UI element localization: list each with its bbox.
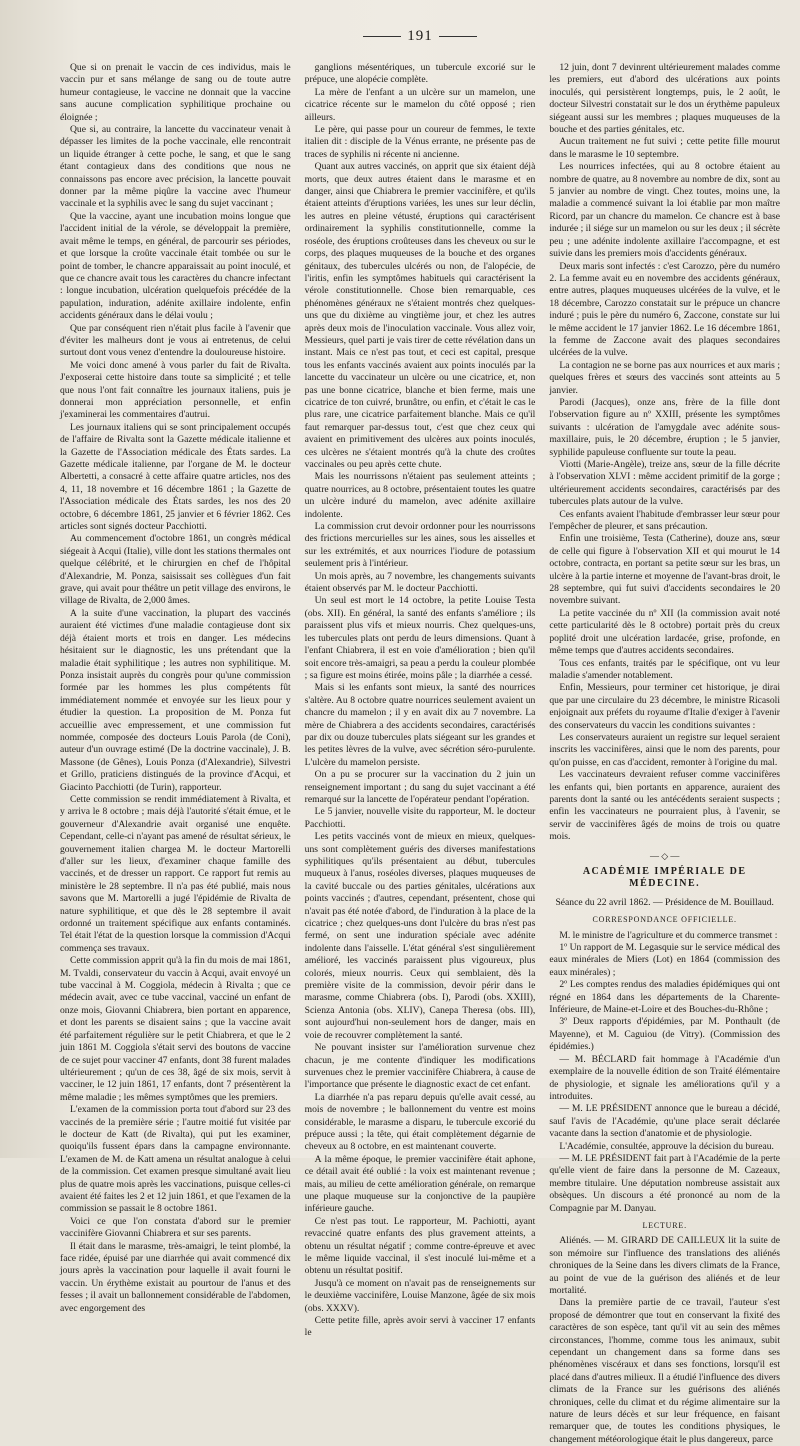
paragraph: Au commencement d'octobre 1861, un congrès médical siégeait à Acqui (Italie), ville dont les stations thermales ont quelque célébrité, et le chirurgien en chef de l'hôpital d'Alexandrie, M. Ponza, saisissait ses collègues d'un fait grave, qui avait pour théâtre un petit village des environs, le village de Rivalta, de 2,000 âmes.	[60, 533, 291, 607]
paragraph: Quant aux autres vaccinés, on apprit que six étaient déjà morts, que deux autres étaient dans le marasme et en danger, ainsi que Chiabrera le premier vaccinifère, et qu'ils étaient atteints d'éruptions variées, les unes sur leur déclin, les autres en pleine vétusté, éruptions qui caractérisent ordinairement la syphilis constitutionnelle, comme la roséole, des éruptions croûteuses dans les cheveux ou sur le corps, des plaques muqueuses de la bouche et des organes génitaux, des tubercules ulcérés ou non, de l'alopécie, de l'iritis, enfin les symptômes habituels qui caractérisent la vérole constitutionnelle. Chose bien remarquable, ces phénomènes généraux ne s'étaient montrés chez quelques-uns que du dixième au vingtième jour, et chez les autres après deux mois de l'inoculation vaccinale. Vous allez voir, Messieurs, quel parti je vais tirer de cette révélation dans un instant. Mais ce n'est pas tout, et ceci est capital, presque tous les enfants vaccinés avaient aux points inoculés par la lancette du vaccinateur un ulcère ou une cicatrice, et, non pas une bonne cicatrice, blanche et bien ferme, mais une cicatrice de ton cuivré, brunâtre, ou enfin, et c'était le cas le plus rare, une cicatrice parfaitement blanche. Mais ce qu'il faut remarquer par-dessus tout, c'est que chez ceux qui avaient en primitivement des ulcères aux points inoculés, ces ulcères ne s'étaient montrés qu'à la chute des croûtes vaccinales ou peu après cette chute.	[304, 161, 536, 470]
paragraph: La petite vaccinée du nº XII (la commission avait noté cette particularité dès le 8 octobre) portait près du creux poplité droit une ulcération lardacée, grise, profonde, en même temps que d'autres accidents secondaires.	[549, 607, 781, 657]
paragraph: M. le ministre de l'agriculture et du commerce transmet :	[559, 929, 778, 941]
session-line: Séance du 22 avril 1862. — Présidence de M. Bouillaud.	[555, 896, 774, 908]
paragraph: A la suite d'une vaccination, la plupart des vaccinés auraient été victimes d'une maladie contagieuse dont six déjà étaient morts et trois en danger. Les médecins hésitaient sur le diagnostic, les uns prétendant que la maladie était syphilitique ; les autres non syphilitique. M. Ponza insistait auprès du congrès pour qu'une commission formée par les hommes les plus compétents fût immédiatement nommée et envoyée sur les lieux pour y étudier la question. La proposition de M. Ponza fut accueillie avec empressement, et une commission fut nommée, composée des docteurs Louis Parola (de Coni), auteur d'un ouvrage estimé (De la doctrine vaccinale), J. B. Massone (de Gênes), Louis Ponza (d'Alexandrie), Silvestri et Grillo, praticiens distingués de la province d'Acqui, et Giacinto Pacchiotti (de Turin), rapporteur.	[60, 607, 291, 793]
paragraph: Mais si les enfants sont mieux, la santé des nourrices s'altère. Au 8 octobre quatre nourrices seulement avaient un chancre du mamelon ; il y en avait dix au 7 novembre. La mère de Chiabrera a des accidents secondaires, caractérisés par dix ou douze tubercules plats siégeant sur les grandes et les petites lèvres de la vulve, avec sécrétion séro-purulente. L'ulcère du mamelon persiste.	[304, 682, 536, 768]
paragraph: La diarrhée n'a pas reparu depuis qu'elle avait cessé, au mois de novembre ; le ballonnement du ventre est moins considérable, le marasme a disparu, le tubercule excorié du prépuce aussi ; la tête, qui était complètement dégarnie de cheveux au 8 octobre, en est maintenant couverte.	[304, 1091, 536, 1153]
lecture-body	[549, 1235, 780, 1446]
column-3-body	[549, 62, 780, 844]
paragraph: 3º Deux rapports d'épidémies, par M. Ponthault (de Mayenne), et M. Caguiou (de Vitry). (Commission des épidémies.)	[549, 1016, 781, 1053]
paragraph: Les petits vaccinés vont de mieux en mieux, quelques-uns sont complètement guéris des diverses manifestations syphilitiques qu'ils présentaient au début, tubercules muqueux à l'anus, roséoles diverses, plaques muqueuses de la cavité buccale ou des parties génitales, ulcérations aux points vaccinés ; d'autres, cependant, présentent, chose qui n'avait pas été notée d'abord, de l'induration à la place de la cicatrice ; chez quelques-uns dont l'ulcère du bras n'est pas fermé, on sent une induration spéciale avec adénite indolente dans l'aisselle. L'état général s'est singulièrement amélioré, les vaccinés paraissent plus vigoureux, plus colorés, mieux nourris. Ceux qui semblaient, dès la première visite de la commission, devoir périr dans le marasme, comme Chiabrera (obs. I), Parodi (obs. XXIII), Scienza Antonia (obs. XLIV), Canepa Theresa (obs. III), sont aujourd'hui non-seulement hors de danger, mais en voie de recouvrer complètement la santé.	[304, 831, 536, 1041]
paragraph: Jusqu'à ce moment on n'avait pas de renseignements sur le deuxième vaccinifère, Louise Manzone, âgée de six mois (obs. XXXV).	[304, 1277, 536, 1314]
paragraph: L'Académie, consultée, approuve la décision du bureau.	[559, 1140, 774, 1152]
paragraph: Les nourrices infectées, qui au 8 octobre étaient au nombre de quatre, au 8 novembre au nombre de dix, sont au 5 janvier au nombre de vingt. Chez toutes, moins une, la maladie a commencé suivant la loi établie par mon maître Ricord, par un chancre du mamelon. Ce chancre est à base indurée ; il siége sur un mamelon ou sur les deux ; il sécrète peu ; une adénite indolente axillaire l'accompagne, et est suivie dans les premiers mois d'accidents généraux.	[549, 161, 781, 260]
paragraph: La mère de l'enfant a un ulcère sur un mamelon, une cicatrice récente sur le mamelon du côté opposé ; rien ailleurs.	[304, 86, 536, 123]
column-1	[60, 62, 291, 1314]
paragraph: Cette commission apprit qu'à la fin du mois de mai 1861, M. Tvaldi, conservateur du vaccin à Acqui, avait envoyé un tube vaccinal à M. Coggiola, médecin à Rivalta ; que ce médecin avait, avec ce tube vaccinal, vacciné un enfant de onze mois, Giovanni Chiabrera, bien portant en apparence, et dont les parents se disaient sains ; que la vaccine avait été parfaitement régulière sur le petit Chiabrera, et que le 2 juin 1861 M. Coggiola s'était servi des boutons de vaccine de ce sujet pour vacciner 47 enfants, dont 38 furent malades ultérieurement ; qu'un de ces 38, âgé de six mois, servit à vacciner, le 12 juin 1861, 17 enfants, dont 7 présentèrent la même maladie ; les mêmes symptômes que les premiers.	[60, 955, 291, 1103]
page-number: 191	[407, 28, 433, 44]
paragraph: Le 5 janvier, nouvelle visite du rapporteur, M. le docteur Pacchiotti.	[304, 806, 536, 830]
lecture-title: LECTURE.	[642, 1220, 687, 1230]
paragraph: La commission crut devoir ordonner pour les nourrissons des frictions mercurielles sur les aines, sous les aisselles et sur les extrémités, et aux nourrices l'iodure de potassium seulement pris à l'intérieur.	[304, 521, 536, 570]
paragraph: Ces enfants avaient l'habitude d'embrasser leur sœur pour l'empêcher de pleurer, et sans précaution.	[549, 508, 781, 533]
paragraph: Il était dans le marasme, très-amaigri, le teint plombé, la face ridée, épuisé par une diarrhée qui avait commencé dix jours après la vaccination pour laquelle il avait fourni le vaccin. Un érythème existait au pourtour de l'anus et des fesses ; il avait un ballonnement considérable de l'abdomen, avec engorgement des	[60, 1240, 291, 1314]
text-columns	[60, 62, 781, 1445]
paragraph: Voici ce que l'on constata d'abord sur le premier vaccinifère Giovanni Chiabrera et sur ses parents.	[60, 1215, 291, 1240]
paragraph: L'examen de la commission porta tout d'abord sur 23 des vaccinés de la première série ; l'autre moitié fut visitée par le docteur de Katt (de Rivalta), qui put les examiner, quoiqu'ils fussent épars dans la campagne environnante. L'examen de M. de Katt amena un résultat analogue à celui de la commission. Cet examen presque simultané avait lieu plus de quatre mois après les vaccinations, puisque celles-ci avaient été faites les 2 et 12 juin 1861, et que l'examen de la commission se passait le 8 octobre 1861.	[60, 1104, 291, 1215]
paragraph: La contagion ne se borne pas aux nourrices et aux maris ; quelques frères et sœurs des vaccinés sont atteints au 5 janvier.	[549, 359, 781, 396]
academy-body	[549, 930, 780, 1215]
paragraph: Viotti (Marie-Angèle), treize ans, sœur de la fille décrite à l'observation XLVI : même accident primitif de la gorge ; ultérieurement accidents secondaires, caractérisés par des tubercules plats autour de la vulve.	[549, 459, 781, 508]
paragraph: Que si, au contraire, la lancette du vaccinateur venait à dépasser les limites de la poche vaccinale, elle rencontrait un liquide étranger à cette poche, le sang, et que le sang étant contagieux dans des conditions que nous ne connaissons pas encore avec précision, la lancette pouvait donner par la même piqûre la vaccine avec l'humeur vaccinale et la syphilis avec le sang du sujet vaccinant ;	[60, 124, 291, 210]
paragraph: Les journaux italiens qui se sont principalement occupés de l'affaire de Rivalta sont la Gazette médicale italienne et la Gazette de l'Association médicale des États sardes. La Gazette médicale italienne, par l'organe de M. le docteur Albertetti, a consacré à cette affaire quatre articles, nos des 4, 11, 18 novembre et 16 décembre 1861 ; la Gazette de l'Association médicale des États sardes, les nos des 20 octobre, 6 décembre 1861, 25 janvier et 6 février 1862. Ces articles sont signés docteur Pacchiotti.	[60, 421, 291, 533]
paragraph: Un mois après, au 7 novembre, les changements suivants étaient observés par M. le docteur Pacchiotti.	[304, 570, 536, 595]
section-ornament: — ◇ —	[649, 850, 680, 861]
paragraph: Mais les nourrissons n'étaient pas seulement atteints ; quatre nourrices, au 8 octobre, présentaient toutes les quatre un ulcère induré du mamelon, avec adénite axillaire indolente.	[304, 471, 536, 520]
paragraph: Que la vaccine, ayant une incubation moins longue que l'accident initial de la vérole, se développait la première, avait même le temps, en général, de parcourir ses périodes, et que lorsque la croûte vaccinale était tombée ou sur le point de tomber, le chancre apparaissait au point inoculé, et que ce chancre avait tous les caractères du chancre infectant : longue incubation, ulcération quelquefois précédée de la papulation, induration, adénite axillaire indolente, enfin accidents généraux dans le délai voulu ;	[60, 210, 291, 322]
academy-title: ACADÉMIE IMPÉRIALE DE MÉDECINE.	[582, 866, 747, 890]
paragraph: Cette commission se rendit immédiatement à Rivalta, et y arriva le 8 octobre ; mais déjà l'autorité s'était émue, et le gouverneur d'Alexandrie avait organisé une enquête. Cependant, celle-ci n'ayant pas amené de résultat sérieux, le gouvernement italien chargea M. le docteur Martorelli d'aller sur les lieux, d'examiner chaque famille des vaccinés, et de dresser un rapport. Ce rapport fut remis au ministère le 28 septembre. Il n'a pas été publié, mais nous savons que M. Martorelli a jugé l'épidémie de Rivalta de nature syphilitique, et que dès le 28 septembre il avait ordonné un traitement spécifique aux enfants contaminés. Tel était l'état de la question lorsque la commission d'Acqui commença ses travaux.	[60, 793, 291, 954]
paragraph: Que si on prenait le vaccin de ces individus, mais le vaccin pur et sans mélange de sang ou de toute autre humeur contagieuse, le vaccine ne donnait que la vaccine sans aucune complication syphilitique prochaine ou éloignée ;	[60, 62, 291, 123]
column-2	[304, 62, 536, 1339]
paragraph: Enfin une troisième, Testa (Catherine), douze ans, sœur de celle qui figure à l'observation XII et qui mourut le 14 octobre, contracta, en portant sa petite sœur sur les bras, un ulcère à la partie interne et moyenne de l'avant-bras droit, le 28 septembre, qui fut suivi d'accidents secondaires le 20 novembre suivant.	[549, 533, 781, 607]
page-header	[60, 28, 780, 50]
paragraph: Deux maris sont infectés : c'est Carozzo, père du numéro 2. La femme avait eu en novembre des accidents généraux, entre autres, plaques muqueuses ulcérées de la vulve, et le 18 décembre, Carozzo constatait sur le prépuce un chancre induré ; puis le père du numéro 6, Zaccone, constate sur lui le même accident le 17 janvier 1862. Le 16 décembre 1861, la femme de Zaccone avait des plaques secondaires ulcérées de la vulve.	[549, 260, 781, 359]
paragraph: — M. LE PRÉSIDENT fait part à l'Académie de la perte qu'elle vient de faire dans la personne de M. Cazeaux, membre titulaire. Une députation nombreuse assistait aux obsèques. Un discours a été prononcé au nom de la Compagnie par M. Danyau.	[549, 1152, 781, 1214]
paragraph: Cette petite fille, après avoir servi à vacciner 17 enfants le	[304, 1315, 536, 1339]
paragraph: Que par conséquent rien n'était plus facile à l'avenir que d'éviter les malheurs dont je vous ai entretenus, de celui surtout dont vous venez d'entendre la douloureuse histoire.	[60, 322, 291, 359]
paragraph: Aliénés. — M. GIRARD DE CAILLEUX lit la suite de son mémoire sur l'influence des translations des aliénés chroniques de la Seine dans les divers climats de la France, au point de vue de la guérison des aliénés et de leur mortalité.	[549, 1235, 781, 1296]
column-3	[549, 62, 781, 1445]
paragraph: Le père, qui passe pour un coureur de femmes, le texte italien dit : disciple de la Vénus errante, ne présente pas de traces de syphilis ni récente ni ancienne.	[304, 124, 536, 160]
paragraph: 2º Les comptes rendus des maladies épidémiques qui ont régné en 1864 dans les départements de la Charente-Inférieure, de Maine-et-Loire et des Bouches-du-Rhône ;	[549, 979, 781, 1016]
header-rule-left	[363, 36, 401, 37]
paragraph: Me voici donc amené à vous parler du fait de Rivalta. J'exposerai cette histoire dans toute sa simplicité ; et telle que nous l'ont fait connaître les journaux italiens, puis je donnerai mon appréciation personnelle, et enfin j'examinerai les commentaires d'autrui.	[60, 359, 291, 421]
paragraph: Un seul est mort le 14 octobre, la petite Louise Testa (obs. XII). En général, la santé des enfants s'améliore ; ils paraissent plus vifs et mieux nourris. Chez quelques-uns, les tubercules plats ont perdu de leurs dimensions. Quant à l'enfant Chiabrera, il est en voie d'amélioration ; bien qu'il soit encore très-amaigri, sa peau a perdu la couleur plombée ; sa figure est moins étirée, moins pâle ; la diarrhée a cessé.	[304, 595, 536, 681]
paragraph: — M. BÉCLARD fait hommage à l'Académie d'un exemplaire de la nouvelle édition de son Traité élémentaire de physiologie, et signale les améliorations qu'il y a introduites.	[549, 1053, 781, 1102]
paragraph: Les vaccinateurs devraient refuser comme vaccinifères les enfants qui, bien portants en apparence, auraient des parents dont la santé ou les antécédents seraient suspects ; enfin les vaccinateurs ne pourraient plus, à l'avenir, se servir de vaccinifères âgés de moins de trois ou quatre mois.	[549, 769, 781, 843]
paragraph: Tous ces enfants, traités par le spécifique, ont vu leur maladie s'amender notablement.	[549, 657, 781, 681]
paragraph: Aucun traitement ne fut suivi ; cette petite fille mourut dans le marasme le 10 septembre.	[549, 136, 781, 160]
correspondence-title: CORRESPONDANCE OFFICIELLE.	[592, 915, 737, 925]
paragraph: Ne pouvant insister sur l'amélioration survenue chez chacun, je me contente d'indiquer les modifications survenues chez le premier vaccinifère Chiabrera, à cause de l'importance que présente le diagnostic exact de cet enfant.	[304, 1042, 536, 1091]
paragraph: Enfin, Messieurs, pour terminer cet historique, je dirai que par une circulaire du 23 décembre, le ministre Ricasoli enjoignait aux préfets du royaume d'Italie d'exiger à l'avenir des conservateurs du vaccin les conditions suivantes :	[549, 682, 781, 731]
paragraph: 12 juin, dont 7 devinrent ultérieurement malades comme les premiers, eut d'abord des ulcérations aux points inoculés, qui persistèrent longtemps, puis, le 2 août, le docteur Silvestri constatait sur le dos un érythème papuleux siégeant aussi sur les membres ; plaques muqueuses de la bouche et des parties génitales, etc.	[549, 62, 781, 136]
paragraph: On a pu se procurer sur la vaccination du 2 juin un renseignement important ; du sang du sujet vaccinant a été remarqué sur la lancette de l'opérateur pendant l'opération.	[304, 769, 536, 805]
paragraph: Dans la première partie de ce travail, l'auteur s'est proposé de démontrer que tout en conservant la fixité des caractères de son espèce, tant qu'il vit au sein des mêmes circonstances, l'homme, comme tous les animaux, subit cependant un changement dans sa forme dans ses phénomènes viscéraux et dans ses fonctions, lorsqu'il est placé dans d'autres milieux. Il a étudié l'influence des divers climats de la France sur les guérisons des aliénés chroniques, celle du climat et du régime alimentaire sur la nature de leurs décès et sur leur fréquence, en faisant remarquer que, de toutes les conditions physiques, le changement météorologique était le plus dangereux, parce	[549, 1297, 781, 1445]
paragraph: A la même époque, le premier vaccinifère était aphone, ce détail avait été oublié : la voix est maintenant revenue ; mais, au milieu de cette amélioration générale, on remarque une plaque muqueuse sur la conjonctive de la paupière inférieure gauche.	[304, 1153, 536, 1215]
paragraph: — M. LE PRÉSIDENT annonce que le bureau a décidé, sauf l'avis de l'Académie, qu'une place serait déclarée vacante dans la section d'anatomie et de physiologie.	[549, 1103, 781, 1140]
paragraph: Les conservateurs auraient un registre sur lequel seraient inscrits les vaccinifères, ainsi que le nom des parents, pour qu'on puisse, en cas d'accident, remonter à l'origine du mal.	[549, 731, 781, 768]
paragraph: 1º Un rapport de M. Legasquie sur le service médical des eaux minérales de Miers (Lot) en 1864 (commission des eaux minérales) ;	[549, 942, 781, 978]
paragraph: Parodi (Jacques), onze ans, frère de la fille dont l'observation figure au nº XXIII, présente les symptômes suivants : ulcération de l'amygdale avec adénite sous-maxillaire, puis, le 20 décembre, éruption ; le 5 janvier, syphilide papuleuse confluente sur toute la peau.	[549, 396, 781, 458]
paragraph: Ce n'est pas tout. Le rapporteur, M. Pachiotti, ayant revacciné quatre enfants des plus gravement atteints, a obtenu un résultat négatif ; comme contre-épreuve et avec le même liquide vaccinal, il s'est inoculé lui-même et a obtenu un résultat positif.	[304, 1215, 536, 1277]
paragraph: ganglions mésentériques, un tubercule excorié sur le prépuce, une alopécie complète.	[304, 62, 536, 86]
header-rule-right	[439, 36, 477, 37]
